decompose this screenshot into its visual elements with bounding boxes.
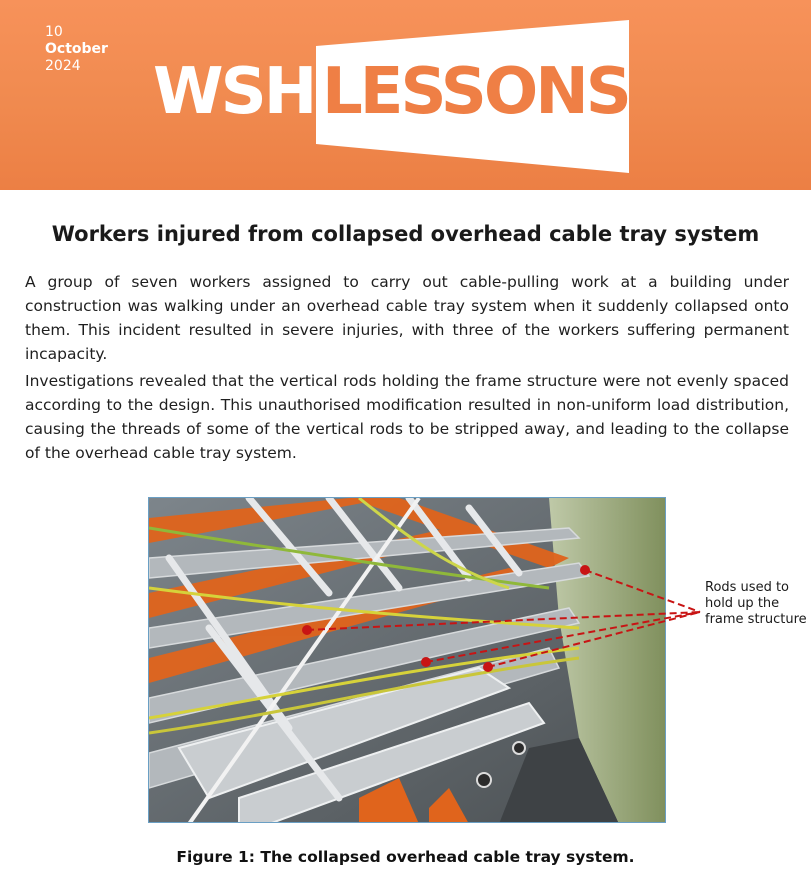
- brand-wsh: WSH: [153, 55, 315, 129]
- issue-date: [45, 24, 108, 75]
- date-month: October: [45, 41, 108, 57]
- date-year: 2024: [45, 58, 81, 74]
- article-title: Workers injured from collapsed overhead cable tray system: [51, 222, 760, 246]
- article-paragraph-2: Investigations revealed that the vertical rods holding the frame structure were not evenly spaced according to the design. This unauthorised modification resulted in non-uniform load distribution, causing the threads of some of the vertical rods to be stripped away, and leading to the collapse of the overhead cable tray system.: [25, 372, 789, 462]
- incident-photo: [148, 497, 666, 823]
- date-day: 10: [45, 24, 63, 40]
- article-paragraph-1: A group of seven workers assigned to carry out cable-pulling work at a building under construction was walking under an overhead cable tray system when it suddenly collapsed onto them. This incident resulted in severe injuries, with three of the workers suffering permanent incapacity.: [25, 273, 789, 363]
- rods-callout-label: Rods used to hold up the frame structure: [705, 580, 807, 627]
- header-banner: [0, 0, 811, 190]
- cable-tray-illustration: [149, 498, 666, 823]
- figure-caption: Figure 1: The collapsed overhead cable tray system.: [176, 848, 635, 866]
- brand-lessons: LESSONS: [322, 55, 629, 129]
